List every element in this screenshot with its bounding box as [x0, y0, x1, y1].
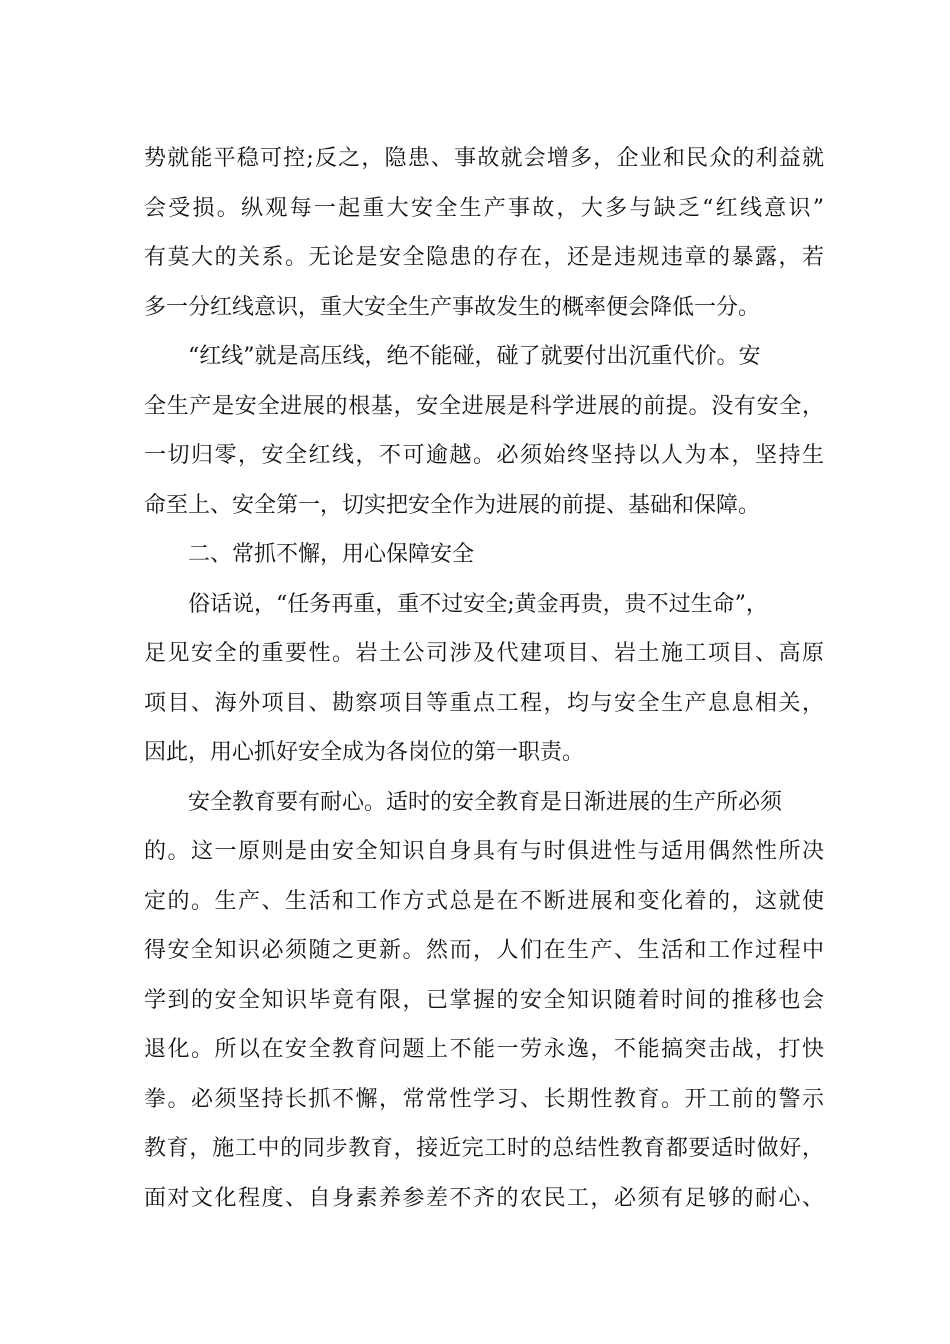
- paragraph-first-line: 俗话说，“任务再重，重不过安全;黄金再贵，贵不过生命”，: [188, 591, 768, 617]
- text-line: 足见安全的重要性。岩土公司涉及代建项目、岩土施工项目、高原: [144, 641, 824, 666]
- text-line: 有莫大的关系。无论是安全隐患的存在，还是违规违章的暴露，若: [144, 245, 824, 270]
- text-line: 势就能平稳可控;反之，隐患、事故就会增多，企业和民众的利益就: [144, 146, 824, 171]
- text-line: 一切归零，安全红线，不可逾越。必须始终坚持以人为本，坚持生: [144, 443, 824, 468]
- text-line: 退化。所以在安全教育问题上不能一劳永逸，不能搞突击战，打快: [144, 1037, 824, 1062]
- text-line: 定的。生产、生活和工作方式总是在不断进展和变化着的，这就使: [144, 888, 824, 914]
- text-line: 学到的安全知识毕竟有限，已掌握的安全知识随着时间的推移也会: [144, 987, 824, 1013]
- text-line: 因此，用心抓好安全成为各岗位的第一职责。: [144, 740, 585, 765]
- text-line: 教育，施工中的同步教育，接近完工时的总结性教育都要适时做好，: [144, 1136, 824, 1161]
- text-line: 项目、海外项目、勘察项目等重点工程，均与安全生产息息相关，: [144, 690, 824, 716]
- text-line: 多一分红线意识，重大安全生产事故发生的概率便会降低一分。: [144, 294, 761, 320]
- paragraph-first-line: “红线”就是高压线，绝不能碰，碰了就要付出沉重代价。安: [188, 344, 761, 369]
- section-heading: 二、常抓不懈，用心保障安全: [188, 542, 475, 567]
- text-line: 的。这一原则是由安全知识自身具有与时俱进性与适用偶然性所决: [144, 839, 824, 864]
- text-line: 全生产是安全进展的根基，安全进展是科学进展的前提。没有安全，: [144, 393, 824, 419]
- text-line: 会受损。纵观每一起重大安全生产事故，大多与缺乏“红线意识”: [144, 195, 824, 221]
- paragraph-first-line: 安全教育要有耐心。适时的安全教育是日渐进展的生产所必须: [188, 789, 783, 815]
- text-line: 命至上、安全第一，切实把安全作为进展的前提、基础和保障。: [144, 492, 761, 518]
- text-line: 拳。必须坚持长抓不懈，常常性学习、长期性教育。开工前的警示: [144, 1086, 824, 1112]
- text-line: 得安全知识必须随之更新。然而，人们在生产、生活和工作过程中: [144, 938, 824, 963]
- text-line: 面对文化程度、自身素养参差不齐的农民工，必须有足够的耐心、: [144, 1185, 824, 1211]
- body-text: [144, 134, 824, 1223]
